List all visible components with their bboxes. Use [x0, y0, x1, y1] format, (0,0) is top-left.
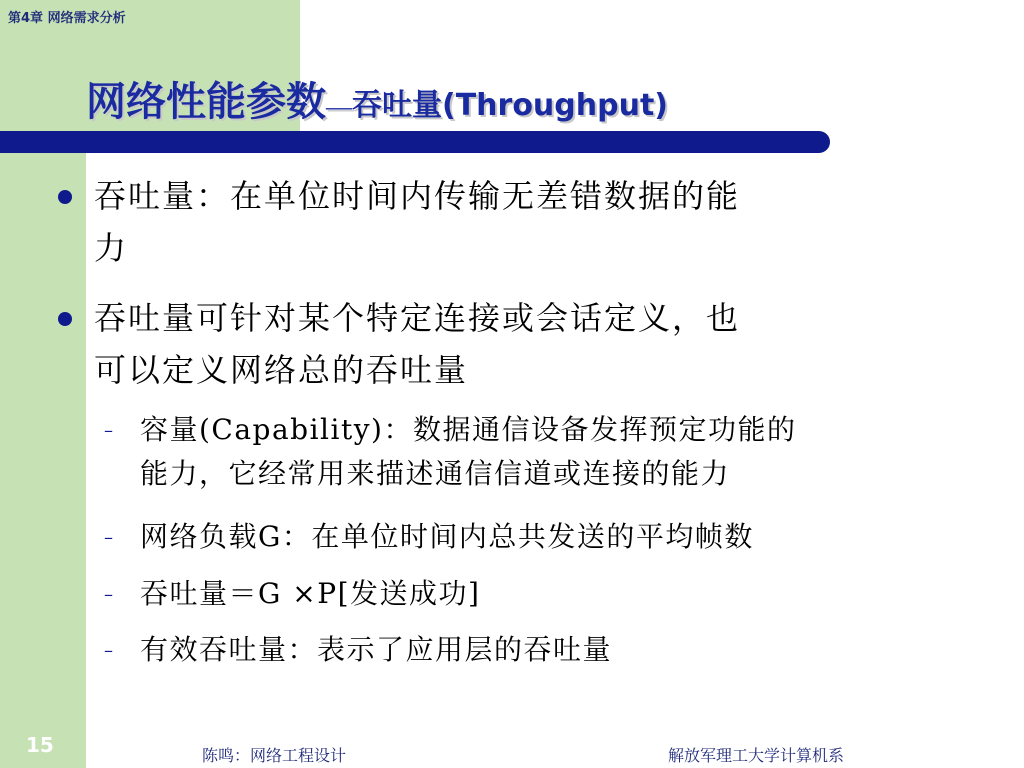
- sub-bullet-item-3: [140, 572, 480, 616]
- footer-author-course: 陈鸣：网络工程设计: [202, 746, 347, 765]
- sub-bullet-4-line-1: 有效吞吐量：表示了应用层的吞吐量: [140, 633, 613, 666]
- sub-bullet-dash-icon: –: [104, 420, 113, 441]
- bullet-1-line-2: 力: [94, 229, 129, 267]
- bullet-2-line-1: 吞吐量可针对某个特定连接或会话定义，也: [94, 299, 741, 337]
- sub-bullet-3-line-1: 吞吐量＝G ×P[发送成功]: [140, 577, 481, 610]
- sub-bullet-1-line-2: 能力，它经常用来描述通信信道或连接的能力: [140, 457, 731, 490]
- sub-bullet-item-4: [140, 628, 612, 672]
- footer-institution: 解放军理工大学计算机系: [668, 746, 845, 765]
- title-main: 网络性能参数: [86, 79, 326, 125]
- bullet-1-line-1: 吞吐量：在单位时间内传输无差错数据的能: [94, 177, 741, 215]
- page-number: 15: [26, 733, 54, 757]
- sub-bullet-2-line-1: 网络负载G：在单位时间内总共发送的平均帧数: [140, 520, 754, 553]
- chapter-label: 第4章 网络需求分析: [8, 11, 126, 26]
- sub-bullet-dash-icon: –: [104, 584, 113, 605]
- bullet-item-1: [94, 170, 740, 274]
- bullet-item-2: [94, 292, 740, 396]
- title-dash: —: [326, 92, 352, 121]
- sub-bullet-item-1: [140, 408, 796, 496]
- sub-bullet-dash-icon: –: [104, 527, 113, 548]
- bullet-2-line-2: 可以定义网络总的吞吐量: [94, 351, 469, 389]
- bullet-icon: [58, 312, 72, 326]
- sub-bullet-item-2: [140, 515, 754, 559]
- bullet-icon: [58, 190, 72, 204]
- title-sub: 吞吐量(Throughput): [352, 88, 669, 123]
- sub-bullet-1-line-1: 容量(Capability)：数据通信设备发挥预定功能的: [140, 413, 797, 446]
- sub-bullet-dash-icon: –: [104, 640, 113, 661]
